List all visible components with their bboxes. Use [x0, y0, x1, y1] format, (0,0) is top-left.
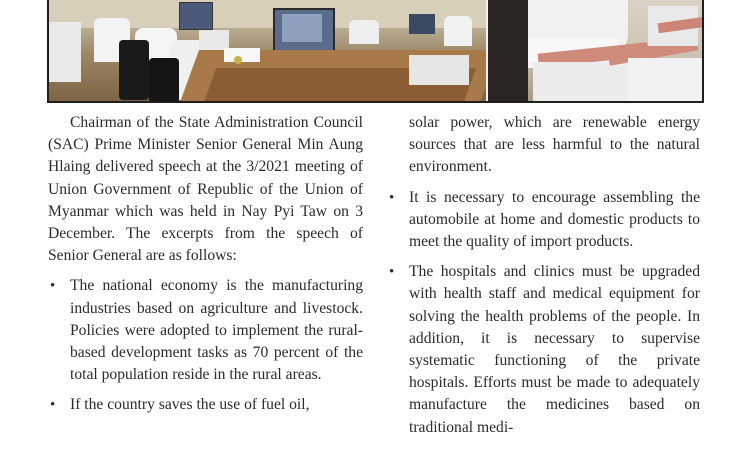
meeting-room-photo: [49, 0, 486, 101]
right-bullet-list: [387, 187, 700, 439]
list-item: • It is necessary to encourage assembling the automobile at home and domestic products to meet the quality of import products.: [387, 187, 700, 254]
intro-paragraph: Chairman of the State Administration Council (SAC) Prime Minister Senior General Min Aung Hlaing delivered speech at the 3/2021 meeting of Union Government of Republic of the Union of Myanmar which was held in Nay Pyi Taw on 3 December. The excerpts from the speech of Senior General are as follows:: [48, 114, 363, 265]
documents-photo: [486, 0, 702, 101]
list-item: • If the country saves the use of fuel oil,: [48, 394, 363, 416]
photo-strip: [47, 0, 704, 103]
left-bullet-list: [48, 275, 363, 416]
list-item: • The hospitals and clinics must be upgraded with health staff and medical equipment for solving the health problems of the people. In addition, it is necessary to supervise systematic functioning of the private hospitals. Efforts must be made to adequately manufacture the medicines based on traditional medi-: [387, 261, 700, 439]
continued-text: solar power, which are renewable energy sources that are less harmful to the natural environment.: [409, 114, 700, 176]
list-item: • The national economy is the manufacturing industries based on agriculture and livestock. Policies were adopted to implement the rural-based development tasks as 70 percent of the total population reside in the rural areas.: [48, 275, 363, 386]
right-column: [387, 112, 700, 439]
left-column: [48, 112, 363, 417]
